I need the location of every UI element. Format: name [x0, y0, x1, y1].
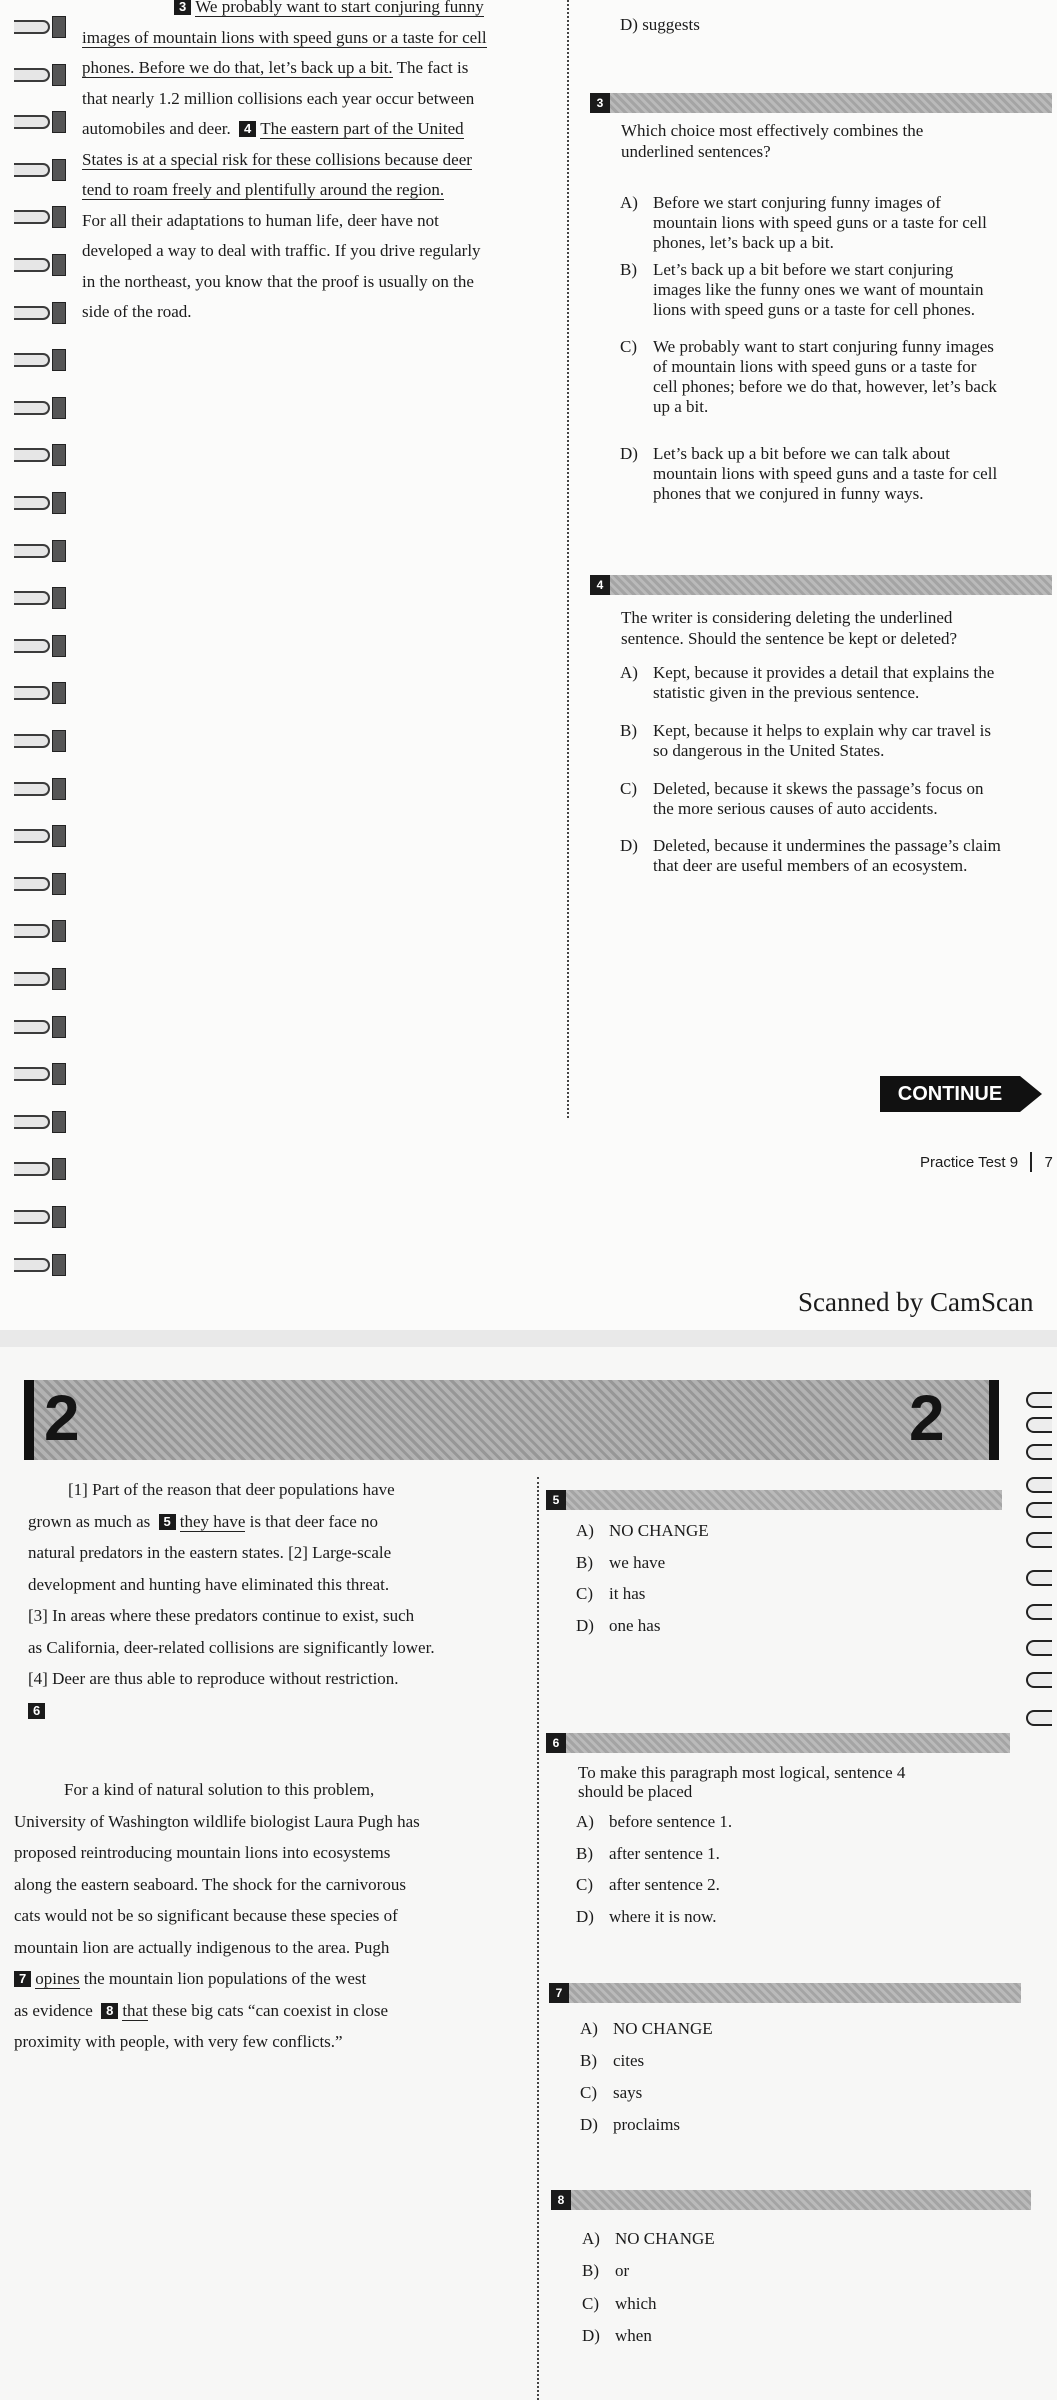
choice-text: proclaims — [613, 2115, 681, 2134]
arrow-right-icon — [1020, 1076, 1042, 1112]
coil-loop — [14, 448, 50, 462]
coil-hole — [52, 349, 66, 371]
choice-letter: B) — [620, 260, 637, 279]
choice-text: when — [615, 2326, 652, 2345]
page-edge-marks — [1020, 1372, 1057, 1752]
underlined-text: that — [122, 2000, 148, 2020]
choice-letter: B) — [580, 2051, 597, 2070]
coil-loop — [14, 306, 50, 320]
coil-loop — [14, 353, 50, 367]
choice-letter: C) — [576, 1584, 593, 1603]
stem-line: should be placed — [578, 1782, 693, 1801]
spiral-coil — [14, 633, 62, 657]
choice-letter: C) — [620, 337, 637, 356]
coil-loop — [14, 1115, 50, 1129]
passage-text: [1] Part of the reason that deer populations have — [68, 1480, 395, 1499]
passage-text: in the northeast, you know that the proof is usually on the — [82, 271, 474, 291]
passage-line — [82, 0, 487, 23]
choice-line: Before we start conjuring funny images of — [653, 193, 941, 212]
passage-line — [82, 114, 487, 145]
passage-text: the mountain lion populations of the west — [79, 1969, 367, 1988]
question-3-stem — [621, 120, 923, 162]
passage-line — [82, 145, 487, 176]
coil-hole — [52, 206, 66, 228]
spiral-coil — [14, 871, 62, 895]
coil-loop — [14, 1258, 50, 1272]
passage-line — [82, 236, 487, 267]
question-header-3 — [590, 93, 1052, 113]
coil-hole — [52, 587, 66, 609]
choice-letter: D) — [580, 2115, 598, 2134]
choice-line: mountain lions with speed guns or a taste for cell — [653, 213, 987, 232]
question-6-stem — [578, 1763, 905, 1801]
coil-hole — [52, 1111, 66, 1133]
stem-line: underlined sentences? — [621, 142, 771, 161]
passage-line — [82, 175, 487, 206]
choice-line: cell phones; before we do that, however, let’s back — [653, 377, 997, 396]
coil-hole — [52, 825, 66, 847]
passage-line — [14, 1774, 420, 1806]
coil-loop — [14, 782, 50, 796]
choice-line: the more serious causes of auto accidents. — [653, 799, 938, 818]
choice-text — [653, 779, 983, 819]
passage-text: [4] Deer are thus able to reproduce without restriction. — [28, 1669, 399, 1688]
coil-hole — [52, 492, 66, 514]
coil-hole — [52, 1206, 66, 1228]
choice-line: up a bit. — [653, 397, 709, 416]
underlined-text: We probably want to start conjuring funny — [195, 0, 484, 17]
choice-text: after sentence 1. — [609, 1844, 720, 1863]
question-number: 7 — [549, 1983, 569, 2003]
coil-loop — [14, 1020, 50, 1034]
question-marker[interactable]: 4 — [239, 121, 256, 137]
scanned-page-2 — [0, 1347, 1057, 2400]
page-edge-mark — [1026, 1417, 1052, 1433]
passage-text: as evidence — [14, 2000, 98, 2020]
spiral-coil — [14, 347, 62, 371]
coil-hole — [52, 16, 66, 38]
coil-loop — [14, 115, 50, 129]
passage-text: cats would not be so significant because these species of — [14, 1906, 398, 1925]
section-header — [24, 1380, 999, 1460]
spiral-coil — [14, 157, 62, 181]
coil-loop — [14, 639, 50, 653]
choice-line: phones that we conjured in funny ways. — [653, 484, 924, 503]
choice-letter: B) — [582, 2261, 599, 2280]
choice-text — [653, 444, 997, 504]
spiral-coil — [14, 776, 62, 800]
choice-letter: A) — [620, 193, 638, 212]
passage-line — [82, 297, 487, 328]
choice-text: or — [615, 2261, 630, 2280]
spiral-coil — [14, 442, 62, 466]
passage-line — [82, 267, 487, 298]
underlined-text: opines — [35, 1969, 80, 1988]
choice-text — [653, 260, 983, 320]
passage-line — [28, 1537, 435, 1569]
passage-text: [3] In areas where these predators continue to exist, such — [28, 1606, 415, 1625]
coil-loop — [14, 544, 50, 558]
choice-letter: C) — [576, 1875, 593, 1894]
passage-text: automobiles and deer. — [82, 119, 235, 138]
choice-text — [653, 721, 991, 761]
passage-text: along the eastern seaboard. The shock for the carnivorous — [14, 1874, 406, 1894]
choice-text: before sentence 1. — [609, 1812, 733, 1831]
question-number: 6 — [546, 1733, 566, 1753]
choice-line: so dangerous in the United States. — [653, 741, 885, 760]
choice-line: Let’s back up a bit before we start conjuring — [653, 260, 954, 279]
section-number-left: 2 — [44, 1382, 80, 1454]
question-number: 5 — [546, 1490, 566, 1510]
choice-text: after sentence 2. — [609, 1875, 720, 1894]
choice-letter: A) — [576, 1812, 594, 1831]
choice-line: We probably want to start conjuring funny images — [653, 337, 994, 356]
spiral-coil — [14, 1204, 62, 1228]
choice-line: lions with speed guns or a taste for cell phones. — [653, 300, 975, 319]
choice-text — [653, 663, 994, 703]
passage-text: is that deer face no — [245, 1511, 379, 1531]
choice-line: Kept, because it helps to explain why car travel is — [653, 721, 991, 740]
spiral-coil — [14, 728, 62, 752]
choice-letter: D) — [576, 1616, 594, 1635]
coil-loop — [14, 686, 50, 700]
coil-hole — [52, 1254, 66, 1276]
passage-line — [14, 1806, 420, 1838]
stem-line: sentence. Should the sentence be kept or deleted? — [621, 629, 958, 648]
question-header-7 — [549, 1983, 1021, 2003]
choice-letter: B) — [576, 1553, 593, 1572]
coil-loop — [14, 258, 50, 272]
choice-text: which — [615, 2294, 657, 2313]
question-marker[interactable]: 7 — [14, 1971, 31, 1987]
spiral-coil — [14, 109, 62, 133]
coil-hole — [52, 254, 66, 276]
page-edge-mark — [1026, 1640, 1052, 1656]
page-gap — [0, 1330, 1057, 1347]
passage-line — [14, 1995, 420, 2027]
passage-q3-4 — [82, 0, 487, 328]
passage-line — [82, 53, 487, 84]
question-header-5 — [546, 1490, 1002, 1510]
page-edge-mark — [1026, 1502, 1052, 1518]
choice-text: one has — [609, 1616, 661, 1635]
passage-line — [82, 84, 487, 115]
spiral-coil — [14, 14, 62, 38]
choice-text: says — [613, 2083, 643, 2102]
coil-hole — [52, 1158, 66, 1180]
coil-hole — [52, 302, 66, 324]
passage-line — [28, 1632, 435, 1664]
passage-line — [28, 1569, 435, 1601]
choice-line: images like the funny ones we want of mountain — [653, 280, 984, 299]
previous-choice[interactable]: D) suggests — [620, 15, 700, 34]
coil-hole — [52, 778, 66, 800]
page-edge-mark — [1026, 1570, 1052, 1586]
choice-line: that deer are useful members of an ecosystem. — [653, 856, 968, 875]
stem-line: Which choice most effectively combines the — [621, 121, 924, 140]
question-header-4 — [590, 575, 1052, 595]
question-marker[interactable]: 8 — [101, 2003, 118, 2019]
question-marker[interactable]: 3 — [174, 0, 191, 15]
choice-letter: C) — [580, 2083, 597, 2102]
column-divider — [537, 1477, 539, 2400]
passage-text: University of Washington wildlife biologist Laura Pugh has — [14, 1811, 420, 1831]
column-divider — [567, 0, 569, 1118]
coil-loop — [14, 20, 50, 34]
choice-letter: A) — [580, 2019, 598, 2038]
coil-hole — [52, 968, 66, 990]
coil-loop — [14, 734, 50, 748]
question-number: 4 — [590, 575, 610, 595]
coil-hole — [52, 397, 66, 419]
page-footer — [920, 1152, 1053, 1172]
stem-line: The writer is considering deleting the underlined — [621, 608, 953, 627]
coil-loop — [14, 591, 50, 605]
spiral-coil — [14, 1156, 62, 1180]
coil-loop — [14, 496, 50, 510]
question-number: 8 — [551, 2190, 571, 2210]
passage-line — [14, 1932, 420, 1964]
question-header-8 — [551, 2190, 1031, 2210]
page-edge-mark — [1026, 1392, 1052, 1408]
spiral-coil — [14, 1014, 62, 1038]
spiral-coil — [14, 1252, 62, 1276]
page-edge-mark — [1026, 1604, 1052, 1620]
passage-text: The fact is — [392, 58, 469, 77]
page-edge-mark — [1026, 1477, 1052, 1493]
choice-text — [653, 193, 987, 253]
question-4-stem — [621, 607, 957, 649]
question-number: 3 — [590, 93, 610, 113]
passage-text: mountain lion are actually indigenous to the area. Pugh — [14, 1937, 390, 1957]
passage-line — [14, 1869, 420, 1901]
passage-paragraph-1 — [28, 1474, 435, 1726]
spiral-coil — [14, 490, 62, 514]
coil-loop — [14, 829, 50, 843]
choice-line: phones, let’s back up a bit. — [653, 233, 834, 252]
coil-hole — [52, 540, 66, 562]
coil-hole — [52, 682, 66, 704]
passage-line — [28, 1695, 435, 1727]
passage-line — [28, 1663, 435, 1695]
passage-text: proximity with people, with very few conflicts.” — [14, 2032, 343, 2051]
passage-text: that nearly 1.2 million collisions each year occur between — [82, 88, 475, 108]
passage-line — [28, 1506, 435, 1538]
question-marker[interactable]: 6 — [28, 1703, 45, 1719]
coil-loop — [14, 163, 50, 177]
spiral-coil — [14, 680, 62, 704]
header-edge-right — [989, 1380, 999, 1460]
footer-text: Practice Test 9 — [920, 1154, 1019, 1171]
choice-text: we have — [609, 1553, 666, 1572]
choice-letter: A) — [576, 1521, 594, 1540]
coil-loop — [14, 210, 50, 224]
choice-text: it has — [609, 1584, 646, 1603]
header-edge-left — [24, 1380, 34, 1460]
page-edge-mark — [1026, 1444, 1052, 1460]
choice-letter: A) — [582, 2229, 600, 2248]
passage-text: proposed reintroducing mountain lions into ecosystems — [14, 1843, 391, 1862]
passage-text: developed a way to deal with traffic. If you drive regularly — [82, 241, 481, 260]
passage-text: development and hunting have eliminated this threat. — [28, 1574, 390, 1594]
choice-text: NO CHANGE — [609, 1521, 709, 1540]
passage-text: For a kind of natural solution to this problem, — [64, 1780, 375, 1799]
spiral-coil — [14, 823, 62, 847]
spiral-coil — [14, 300, 62, 324]
underlined-text: they have — [179, 1511, 246, 1531]
coil-hole — [52, 1063, 66, 1085]
choice-letter: D) — [620, 836, 638, 855]
page-edge-mark — [1026, 1672, 1052, 1688]
question-marker[interactable]: 5 — [159, 1514, 176, 1530]
continue-banner[interactable] — [880, 1076, 1057, 1112]
section-number-right: 2 — [909, 1382, 945, 1454]
choice-text: cites — [613, 2051, 645, 2070]
choice-letter: C) — [620, 779, 637, 798]
passage-text: as California, deer-related collisions are significantly lower. — [28, 1637, 435, 1657]
spiral-coil — [14, 918, 62, 942]
spiral-coil — [14, 395, 62, 419]
spiral-coil — [14, 966, 62, 990]
choice-text: NO CHANGE — [613, 2019, 713, 2038]
choice-line: of mountain lions with speed guns or a taste for — [653, 357, 977, 376]
passage-text: natural predators in the eastern states. [2] Large-scale — [28, 1543, 392, 1562]
coil-hole — [52, 111, 66, 133]
coil-hole — [52, 920, 66, 942]
scan-credit: Scanned by CamScan — [798, 1287, 1034, 1317]
passage-text: side of the road. — [82, 302, 192, 321]
coil-loop — [14, 877, 50, 891]
choice-line: Deleted, because it undermines the passage’s claim — [653, 836, 1001, 855]
passage-line — [82, 206, 487, 237]
choice-letter: B) — [576, 1844, 593, 1863]
choice-line: Deleted, because it skews the passage’s focus on — [653, 779, 984, 798]
coil-hole — [52, 159, 66, 181]
spiral-coil — [14, 538, 62, 562]
choice-letter: A) — [620, 663, 638, 682]
spiral-coil — [14, 252, 62, 276]
page-edge-mark — [1026, 1532, 1052, 1548]
coil-loop — [14, 1162, 50, 1176]
passage-text: For all their adaptations to human life, deer have not — [82, 210, 439, 230]
choice-letter: D) — [620, 444, 638, 463]
choice-text — [653, 337, 997, 417]
passage-line — [14, 1900, 420, 1932]
coil-hole — [52, 64, 66, 86]
spiral-binding — [0, 0, 80, 1290]
underlined-text: tend to roam freely and plentifully around the region. — [82, 180, 445, 199]
choice-text — [653, 836, 1001, 876]
spiral-coil — [14, 204, 62, 228]
passage-text: these big cats “can coexist in close — [147, 2000, 389, 2020]
choice-letter: B) — [620, 721, 637, 740]
coil-hole — [52, 1016, 66, 1038]
coil-loop — [14, 401, 50, 415]
underlined-text: The eastern part of the United — [260, 119, 464, 138]
passage-line — [82, 23, 487, 54]
continue-label: CONTINUE — [880, 1076, 1020, 1112]
spiral-coil — [14, 1109, 62, 1133]
choice-line: mountain lions with speed guns and a taste for cell — [653, 464, 998, 483]
passage-text: grown as much as — [28, 1511, 155, 1531]
passage-line — [28, 1600, 435, 1632]
footer-separator — [1030, 1152, 1032, 1172]
passage-line — [14, 1837, 420, 1869]
coil-loop — [14, 924, 50, 938]
passage-paragraph-2 — [14, 1774, 420, 2058]
page-edge-mark — [1026, 1710, 1052, 1726]
choice-letter: D) — [576, 1907, 594, 1926]
coil-hole — [52, 730, 66, 752]
underlined-text: States is at a special risk for these collisions because deer — [82, 149, 472, 169]
choice-text: NO CHANGE — [615, 2229, 715, 2248]
choice-line: Kept, because it provides a detail that explains the — [653, 663, 995, 682]
spiral-coil — [14, 1061, 62, 1085]
choice-letter: C) — [582, 2294, 599, 2313]
coil-loop — [14, 1210, 50, 1224]
choice-line: Let’s back up a bit before we can talk about — [653, 444, 950, 463]
question-header-6 — [546, 1733, 1010, 1753]
coil-hole — [52, 444, 66, 466]
stem-line: To make this paragraph most logical, sentence 4 — [578, 1763, 906, 1782]
page-number: 7 — [1044, 1154, 1053, 1171]
choice-letter: D) — [582, 2326, 600, 2345]
coil-loop — [14, 1067, 50, 1081]
coil-hole — [52, 635, 66, 657]
coil-loop — [14, 972, 50, 986]
spiral-coil — [14, 585, 62, 609]
coil-loop — [14, 68, 50, 82]
passage-line — [14, 2026, 420, 2058]
underlined-text: phones. Before we do that, let’s back up a bit. — [82, 58, 393, 77]
choice-text: where it is now. — [609, 1907, 717, 1926]
choice-line: statistic given in the previous sentence. — [653, 683, 920, 702]
passage-line — [14, 1963, 420, 1995]
underlined-text: images of mountain lions with speed guns or a taste for cell — [82, 27, 487, 47]
coil-hole — [52, 873, 66, 895]
spiral-coil — [14, 62, 62, 86]
passage-line — [28, 1474, 435, 1506]
